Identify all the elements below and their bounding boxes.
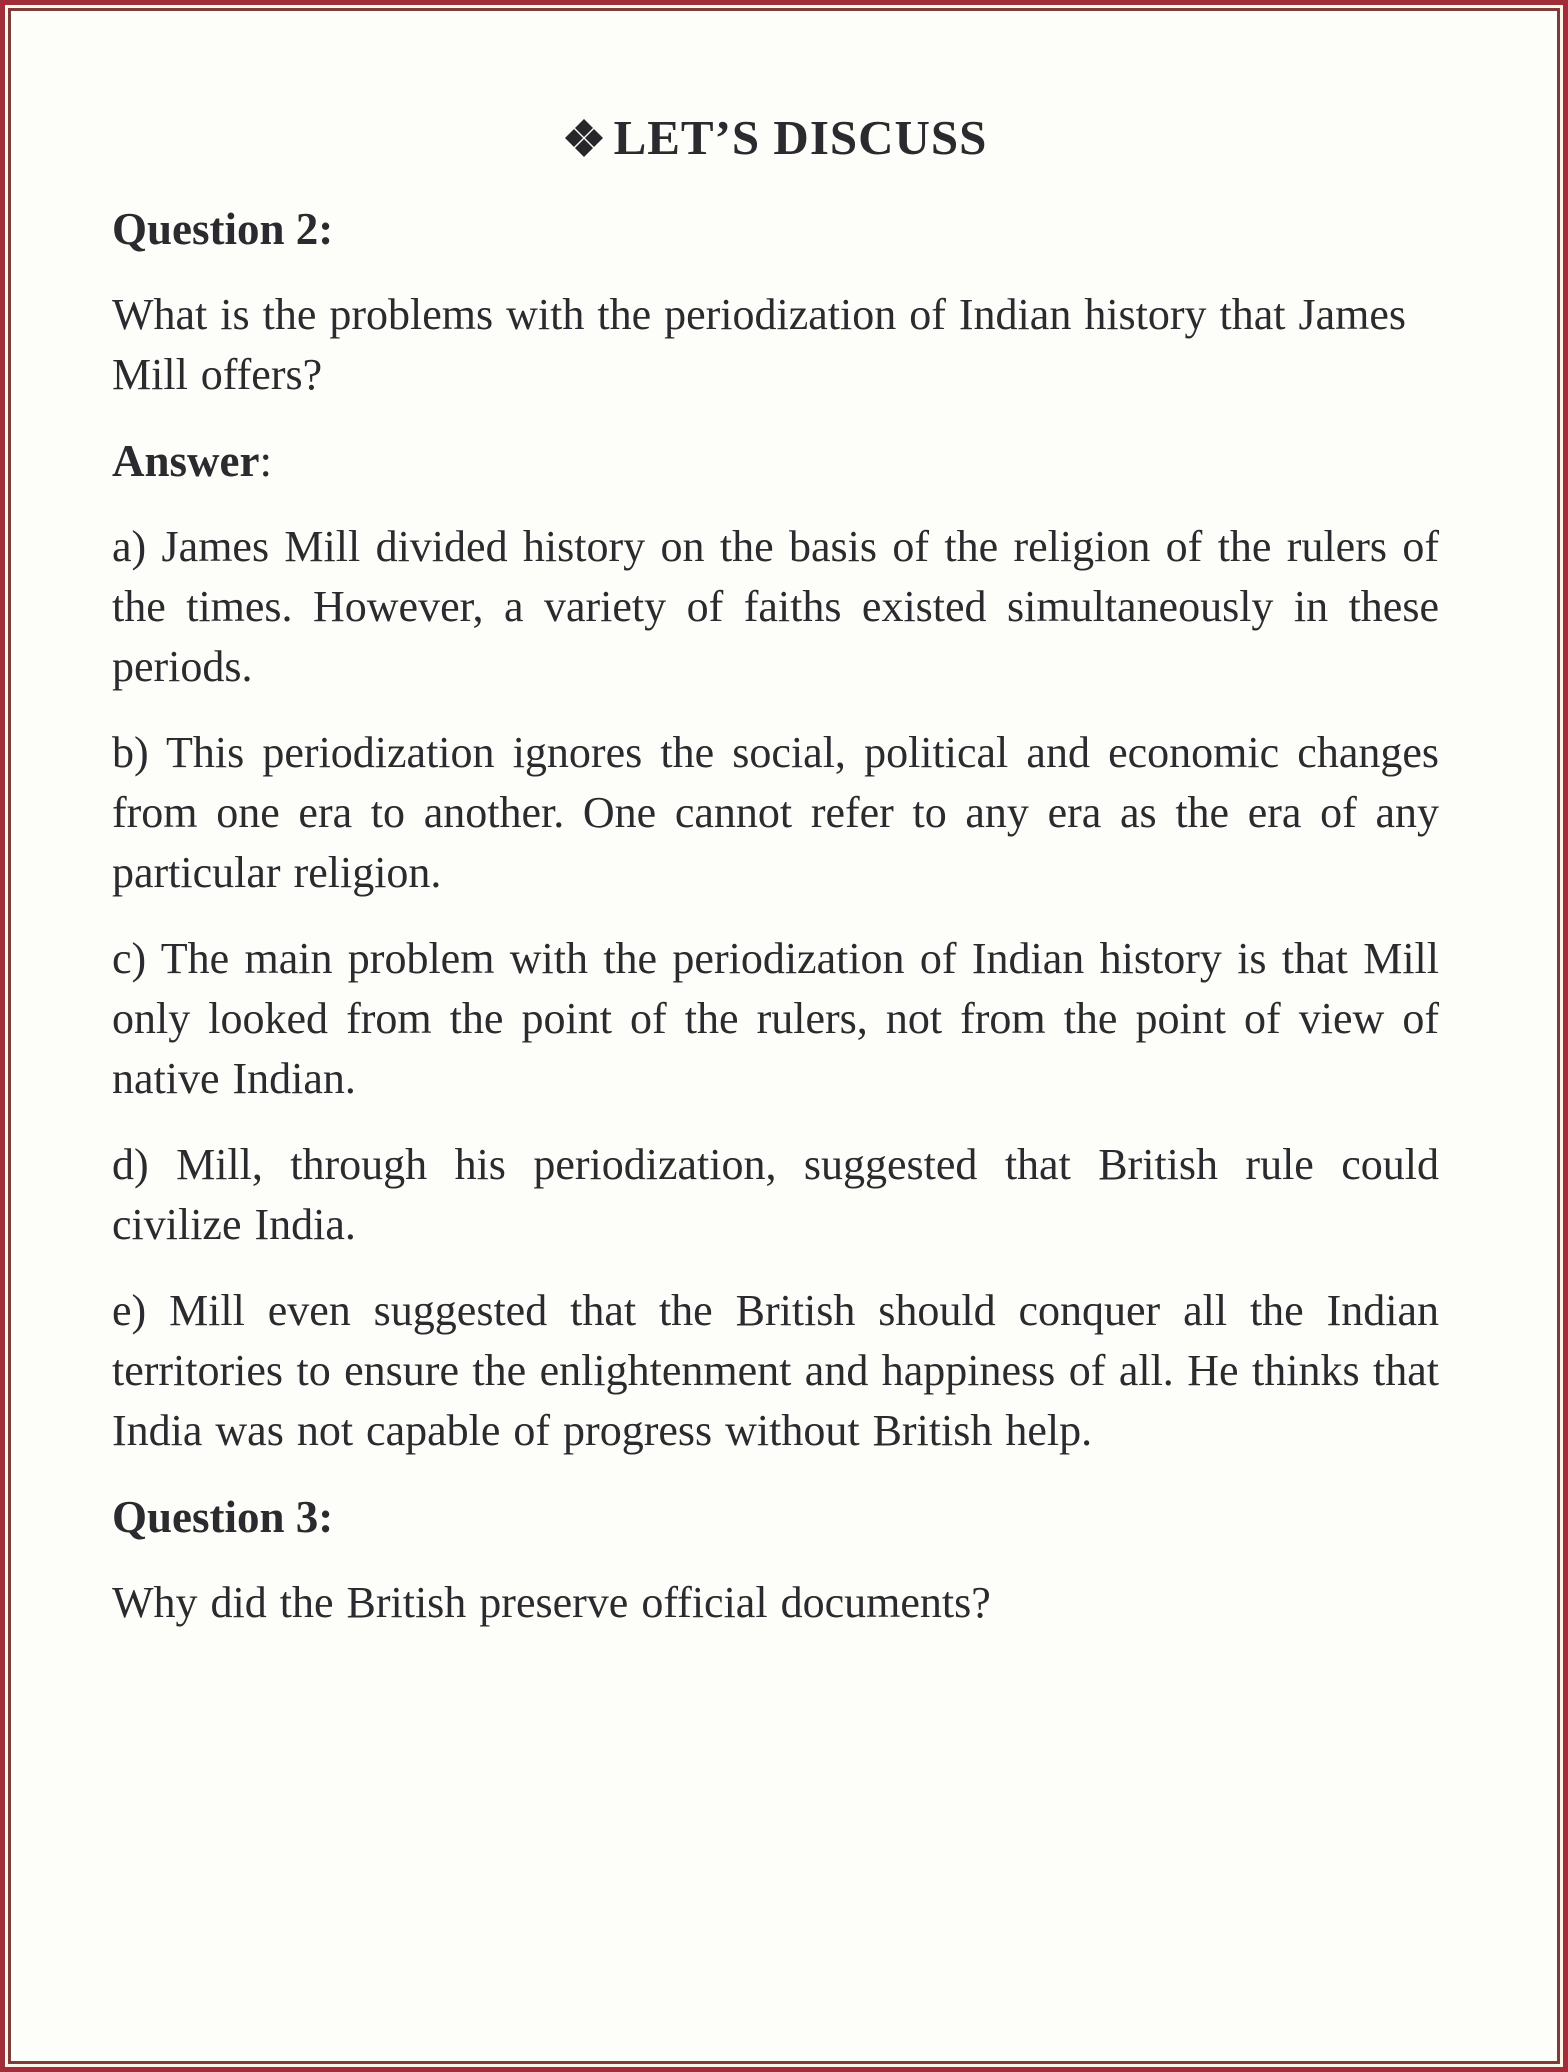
page-title — [112, 107, 1439, 169]
four-diamonds-icon — [564, 118, 604, 158]
page-title-text: LET’S DISCUSS — [613, 110, 988, 165]
question-3-text: Why did the British preserve official documents? — [112, 1578, 991, 1627]
question-2-text: What is the problems with the periodization of Indian history that James Mill offers? — [112, 290, 1407, 399]
answer-label-colon: : — [259, 436, 272, 486]
document-page — [8, 8, 1560, 2064]
answer-label — [112, 431, 1439, 491]
question-3-label: Question 3: — [112, 1492, 334, 1542]
answer-point-e: e) Mill even suggested that the British should conquer all the Indian territories to ensure the enlightenment and happiness of all. He thinks that India was not capable of progress without British help. — [112, 1286, 1439, 1455]
answer-point-d: d) Mill, through his periodization, suggested that British rule could civilize India. — [112, 1140, 1439, 1249]
question-2-label: Question 2: — [112, 204, 334, 254]
answer-point-b: b) This periodization ignores the social, political and economic changes from one era to another. One cannot refer to any era as the era of any particular religion. — [112, 728, 1439, 897]
answer-point-c: c) The main problem with the periodization of Indian history is that Mill only looked from the point of the rulers, not from the point of view of native Indian. — [112, 934, 1439, 1103]
answer-point-a: a) James Mill divided history on the basis of the religion of the rulers of the times. However, a variety of faiths existed simultaneously in these periods. — [112, 522, 1439, 691]
answer-label-word: Answer — [112, 436, 260, 486]
